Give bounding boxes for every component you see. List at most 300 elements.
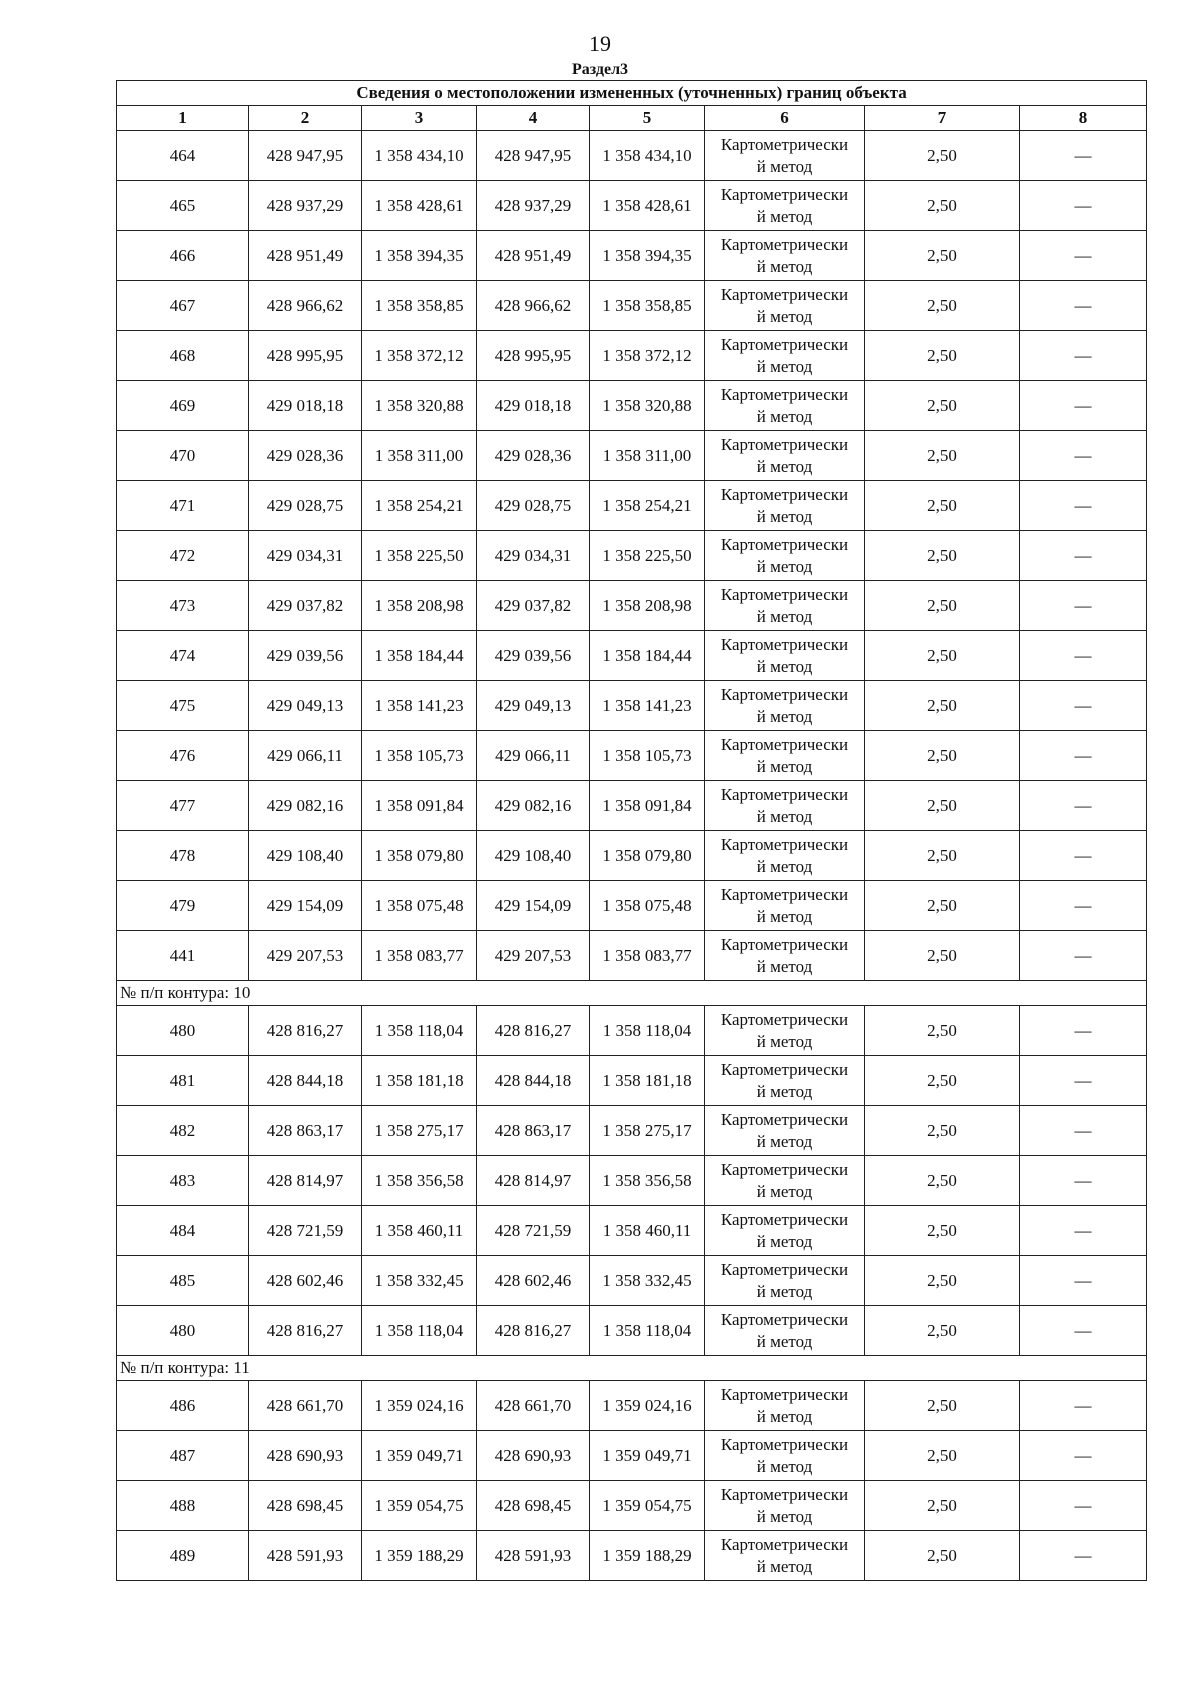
y-new-cell: 1 358 356,58	[590, 1156, 705, 1206]
y-existing-cell: 1 358 254,21	[362, 481, 477, 531]
table-row	[117, 1256, 1147, 1306]
point-number-cell: 480	[117, 1306, 249, 1356]
y-new-cell: 1 358 105,73	[590, 731, 705, 781]
x-existing-cell: 429 028,75	[249, 481, 362, 531]
method-text-line: й метод	[756, 506, 813, 526]
y-existing-cell: 1 358 184,44	[362, 631, 477, 681]
contour-label: № п/п контура: 10	[117, 981, 1147, 1006]
point-number-cell: 469	[117, 381, 249, 431]
note-cell: —	[1020, 1006, 1147, 1056]
table-row	[117, 1531, 1147, 1581]
method-text-line: Картометрически	[720, 634, 849, 654]
y-new-cell: 1 358 254,21	[590, 481, 705, 531]
note-cell: —	[1020, 1256, 1147, 1306]
method-text-line: й метод	[756, 306, 813, 326]
x-new-cell: 429 034,31	[477, 531, 590, 581]
method-cell	[705, 381, 865, 431]
method-text-line: Картометрически	[720, 1484, 849, 1504]
x-existing-cell: 428 951,49	[249, 231, 362, 281]
y-new-cell: 1 358 372,12	[590, 331, 705, 381]
accuracy-cell: 2,50	[865, 1056, 1020, 1106]
x-new-cell: 428 844,18	[477, 1056, 590, 1106]
method-cell	[705, 1206, 865, 1256]
column-header: 3	[362, 106, 477, 131]
note-cell: —	[1020, 1531, 1147, 1581]
y-existing-cell: 1 358 091,84	[362, 781, 477, 831]
x-existing-cell: 429 108,40	[249, 831, 362, 881]
method-cell	[705, 631, 865, 681]
table-row	[117, 1156, 1147, 1206]
y-new-cell: 1 358 181,18	[590, 1056, 705, 1106]
point-number-cell: 477	[117, 781, 249, 831]
y-existing-cell: 1 358 356,58	[362, 1156, 477, 1206]
table-row	[117, 881, 1147, 931]
x-new-cell: 429 082,16	[477, 781, 590, 831]
method-text-line: Картометрически	[720, 384, 849, 404]
method-text-line: й метод	[756, 556, 813, 576]
y-existing-cell: 1 358 358,85	[362, 281, 477, 331]
method-text-line: Картометрически	[720, 684, 849, 704]
y-existing-cell: 1 359 049,71	[362, 1431, 477, 1481]
table-row	[117, 481, 1147, 531]
method-text-line: й метод	[756, 156, 813, 176]
y-existing-cell: 1 358 332,45	[362, 1256, 477, 1306]
method-text-line: Картометрически	[720, 1384, 849, 1404]
method-text-line: Картометрически	[720, 1209, 849, 1229]
method-text-line: й метод	[756, 356, 813, 376]
accuracy-cell: 2,50	[865, 1306, 1020, 1356]
table-row	[117, 631, 1147, 681]
method-cell	[705, 1256, 865, 1306]
point-number-cell: 470	[117, 431, 249, 481]
page-number: 19	[589, 31, 611, 56]
column-header: 8	[1020, 106, 1147, 131]
note-cell: —	[1020, 1106, 1147, 1156]
point-number-cell: 486	[117, 1381, 249, 1431]
x-existing-cell: 428 591,93	[249, 1531, 362, 1581]
method-text-line: й метод	[756, 1081, 813, 1101]
method-text-line: й метод	[756, 906, 813, 926]
table-row	[117, 781, 1147, 831]
x-existing-cell: 429 037,82	[249, 581, 362, 631]
y-existing-cell: 1 358 075,48	[362, 881, 477, 931]
method-text-line: й метод	[756, 656, 813, 676]
accuracy-cell: 2,50	[865, 1481, 1020, 1531]
y-new-cell: 1 359 024,16	[590, 1381, 705, 1431]
x-new-cell: 428 602,46	[477, 1256, 590, 1306]
y-existing-cell: 1 358 079,80	[362, 831, 477, 881]
method-cell	[705, 531, 865, 581]
point-number-cell: 489	[117, 1531, 249, 1581]
method-cell	[705, 581, 865, 631]
note-cell: —	[1020, 181, 1147, 231]
note-cell: —	[1020, 381, 1147, 431]
y-new-cell: 1 358 184,44	[590, 631, 705, 681]
y-existing-cell: 1 358 118,04	[362, 1006, 477, 1056]
table-row	[117, 831, 1147, 881]
x-existing-cell: 428 816,27	[249, 1006, 362, 1056]
method-cell	[705, 781, 865, 831]
x-new-cell: 428 816,27	[477, 1006, 590, 1056]
y-new-cell: 1 358 320,88	[590, 381, 705, 431]
x-existing-cell: 429 039,56	[249, 631, 362, 681]
method-cell	[705, 1156, 865, 1206]
table-row	[117, 581, 1147, 631]
y-new-cell: 1 359 188,29	[590, 1531, 705, 1581]
point-number-cell: 487	[117, 1431, 249, 1481]
accuracy-cell: 2,50	[865, 581, 1020, 631]
y-existing-cell: 1 358 105,73	[362, 731, 477, 781]
x-existing-cell: 428 816,27	[249, 1306, 362, 1356]
x-existing-cell: 429 018,18	[249, 381, 362, 431]
x-existing-cell: 428 863,17	[249, 1106, 362, 1156]
point-number-cell: 471	[117, 481, 249, 531]
method-cell	[705, 1306, 865, 1356]
method-text-line: Картометрически	[720, 734, 849, 754]
table-row	[117, 231, 1147, 281]
table-caption: Сведения о местоположении измененных (уточненных) границ объекта	[117, 81, 1147, 106]
x-new-cell: 429 207,53	[477, 931, 590, 981]
accuracy-cell: 2,50	[865, 681, 1020, 731]
table-row	[117, 281, 1147, 331]
accuracy-cell: 2,50	[865, 631, 1020, 681]
method-text-line: Картометрически	[720, 834, 849, 854]
column-header: 1	[117, 106, 249, 131]
contour-row	[117, 1356, 1147, 1381]
accuracy-cell: 2,50	[865, 881, 1020, 931]
y-existing-cell: 1 358 320,88	[362, 381, 477, 431]
table-row	[117, 1006, 1147, 1056]
accuracy-cell: 2,50	[865, 1431, 1020, 1481]
method-text-line: й метод	[756, 606, 813, 626]
x-new-cell: 429 154,09	[477, 881, 590, 931]
method-cell	[705, 831, 865, 881]
note-cell: —	[1020, 1056, 1147, 1106]
x-new-cell: 428 698,45	[477, 1481, 590, 1531]
y-new-cell: 1 358 460,11	[590, 1206, 705, 1256]
y-new-cell: 1 358 225,50	[590, 531, 705, 581]
point-number-cell: 464	[117, 131, 249, 181]
method-text-line: Картометрически	[720, 1434, 849, 1454]
table-row	[117, 1381, 1147, 1431]
y-existing-cell: 1 358 275,17	[362, 1106, 477, 1156]
method-text-line: Картометрически	[720, 784, 849, 804]
note-cell: —	[1020, 931, 1147, 981]
y-new-cell: 1 358 358,85	[590, 281, 705, 331]
x-new-cell: 428 966,62	[477, 281, 590, 331]
coordinates-table	[116, 80, 1147, 1581]
method-text-line: й метод	[756, 806, 813, 826]
x-new-cell: 428 951,49	[477, 231, 590, 281]
table-row	[117, 1056, 1147, 1106]
method-text-line: й метод	[756, 1031, 813, 1051]
y-new-cell: 1 358 428,61	[590, 181, 705, 231]
method-cell	[705, 681, 865, 731]
accuracy-cell: 2,50	[865, 481, 1020, 531]
method-text-line: Картометрически	[720, 584, 849, 604]
accuracy-cell: 2,50	[865, 1156, 1020, 1206]
table-row	[117, 1481, 1147, 1531]
contour-row	[117, 981, 1147, 1006]
method-text-line: Картометрически	[720, 1534, 849, 1554]
x-existing-cell: 428 814,97	[249, 1156, 362, 1206]
y-existing-cell: 1 358 460,11	[362, 1206, 477, 1256]
x-new-cell: 428 591,93	[477, 1531, 590, 1581]
method-text-line: й метод	[756, 1281, 813, 1301]
note-cell: —	[1020, 681, 1147, 731]
method-cell	[705, 1431, 865, 1481]
accuracy-cell: 2,50	[865, 831, 1020, 881]
method-text-line: Картометрически	[720, 284, 849, 304]
y-new-cell: 1 358 118,04	[590, 1306, 705, 1356]
point-number-cell: 479	[117, 881, 249, 931]
x-new-cell: 429 037,82	[477, 581, 590, 631]
y-existing-cell: 1 358 434,10	[362, 131, 477, 181]
method-cell	[705, 1481, 865, 1531]
x-existing-cell: 428 947,95	[249, 131, 362, 181]
table-row	[117, 431, 1147, 481]
accuracy-cell: 2,50	[865, 1006, 1020, 1056]
x-new-cell: 428 661,70	[477, 1381, 590, 1431]
point-number-cell: 481	[117, 1056, 249, 1106]
method-cell	[705, 431, 865, 481]
column-header: 6	[705, 106, 865, 131]
method-text-line: й метод	[756, 1231, 813, 1251]
method-text-line: й метод	[756, 206, 813, 226]
point-number-cell: 485	[117, 1256, 249, 1306]
method-text-line: й метод	[756, 1456, 813, 1476]
method-cell	[705, 1106, 865, 1156]
x-new-cell: 428 995,95	[477, 331, 590, 381]
y-new-cell: 1 358 208,98	[590, 581, 705, 631]
x-new-cell: 429 039,56	[477, 631, 590, 681]
method-cell	[705, 1006, 865, 1056]
method-cell	[705, 281, 865, 331]
y-existing-cell: 1 358 181,18	[362, 1056, 477, 1106]
point-number-cell: 484	[117, 1206, 249, 1256]
method-text-line: Картометрически	[720, 1059, 849, 1079]
table-row	[117, 731, 1147, 781]
x-new-cell: 429 028,75	[477, 481, 590, 531]
method-cell	[705, 231, 865, 281]
method-text-line: й метод	[756, 1556, 813, 1576]
note-cell: —	[1020, 781, 1147, 831]
point-number-cell: 473	[117, 581, 249, 631]
point-number-cell: 480	[117, 1006, 249, 1056]
x-new-cell: 429 018,18	[477, 381, 590, 431]
x-existing-cell: 429 082,16	[249, 781, 362, 831]
note-cell: —	[1020, 881, 1147, 931]
point-number-cell: 467	[117, 281, 249, 331]
note-cell: —	[1020, 731, 1147, 781]
x-existing-cell: 429 154,09	[249, 881, 362, 931]
accuracy-cell: 2,50	[865, 931, 1020, 981]
section-title: Раздел3	[571, 61, 629, 78]
accuracy-cell: 2,50	[865, 331, 1020, 381]
x-new-cell: 429 028,36	[477, 431, 590, 481]
method-text-line: й метод	[756, 1331, 813, 1351]
accuracy-cell: 2,50	[865, 1206, 1020, 1256]
table-row	[117, 1206, 1147, 1256]
y-new-cell: 1 358 118,04	[590, 1006, 705, 1056]
y-existing-cell: 1 359 054,75	[362, 1481, 477, 1531]
accuracy-cell: 2,50	[865, 181, 1020, 231]
note-cell: —	[1020, 531, 1147, 581]
method-text-line: й метод	[756, 956, 813, 976]
x-new-cell: 428 721,59	[477, 1206, 590, 1256]
y-existing-cell: 1 358 225,50	[362, 531, 477, 581]
accuracy-cell: 2,50	[865, 281, 1020, 331]
note-cell: —	[1020, 1481, 1147, 1531]
x-new-cell: 429 049,13	[477, 681, 590, 731]
table-row	[117, 381, 1147, 431]
y-new-cell: 1 358 394,35	[590, 231, 705, 281]
accuracy-cell: 2,50	[865, 131, 1020, 181]
note-cell: —	[1020, 281, 1147, 331]
y-new-cell: 1 358 434,10	[590, 131, 705, 181]
method-text-line: й метод	[756, 1181, 813, 1201]
x-new-cell: 429 066,11	[477, 731, 590, 781]
method-text-line: Картометрически	[720, 1009, 849, 1029]
method-cell	[705, 731, 865, 781]
y-new-cell: 1 358 141,23	[590, 681, 705, 731]
x-existing-cell: 428 966,62	[249, 281, 362, 331]
y-new-cell: 1 358 275,17	[590, 1106, 705, 1156]
method-text-line: й метод	[756, 456, 813, 476]
point-number-cell: 478	[117, 831, 249, 881]
y-new-cell: 1 358 311,00	[590, 431, 705, 481]
table-row	[117, 681, 1147, 731]
x-new-cell: 428 947,95	[477, 131, 590, 181]
accuracy-cell: 2,50	[865, 1381, 1020, 1431]
y-existing-cell: 1 358 083,77	[362, 931, 477, 981]
point-number-cell: 476	[117, 731, 249, 781]
method-text-line: Картометрически	[720, 334, 849, 354]
accuracy-cell: 2,50	[865, 381, 1020, 431]
y-new-cell: 1 358 083,77	[590, 931, 705, 981]
accuracy-cell: 2,50	[865, 1531, 1020, 1581]
table-row	[117, 181, 1147, 231]
method-cell	[705, 1531, 865, 1581]
table-row	[117, 931, 1147, 981]
method-cell	[705, 181, 865, 231]
table-row	[117, 331, 1147, 381]
note-cell: —	[1020, 481, 1147, 531]
y-new-cell: 1 359 054,75	[590, 1481, 705, 1531]
table-body	[117, 131, 1147, 1581]
point-number-cell: 468	[117, 331, 249, 381]
note-cell: —	[1020, 231, 1147, 281]
column-header: 5	[590, 106, 705, 131]
method-text-line: й метод	[756, 1506, 813, 1526]
y-new-cell: 1 358 075,48	[590, 881, 705, 931]
x-existing-cell: 429 066,11	[249, 731, 362, 781]
note-cell: —	[1020, 131, 1147, 181]
method-text-line: Картометрически	[720, 884, 849, 904]
table-row	[117, 531, 1147, 581]
accuracy-cell: 2,50	[865, 731, 1020, 781]
y-existing-cell: 1 358 141,23	[362, 681, 477, 731]
x-new-cell: 428 690,93	[477, 1431, 590, 1481]
x-new-cell: 429 108,40	[477, 831, 590, 881]
x-existing-cell: 428 661,70	[249, 1381, 362, 1431]
method-text-line: й метод	[756, 856, 813, 876]
x-existing-cell: 429 028,36	[249, 431, 362, 481]
y-existing-cell: 1 358 311,00	[362, 431, 477, 481]
note-cell: —	[1020, 1381, 1147, 1431]
y-existing-cell: 1 359 188,29	[362, 1531, 477, 1581]
note-cell: —	[1020, 581, 1147, 631]
column-header: 7	[865, 106, 1020, 131]
column-header: 2	[249, 106, 362, 131]
method-text-line: Картометрически	[720, 1309, 849, 1329]
contour-label: № п/п контура: 11	[117, 1356, 1147, 1381]
y-new-cell: 1 359 049,71	[590, 1431, 705, 1481]
x-existing-cell: 428 690,93	[249, 1431, 362, 1481]
point-number-cell: 474	[117, 631, 249, 681]
point-number-cell: 472	[117, 531, 249, 581]
y-new-cell: 1 358 079,80	[590, 831, 705, 881]
method-text-line: Картометрически	[720, 1159, 849, 1179]
x-new-cell: 428 863,17	[477, 1106, 590, 1156]
accuracy-cell: 2,50	[865, 1256, 1020, 1306]
x-existing-cell: 428 602,46	[249, 1256, 362, 1306]
x-existing-cell: 428 937,29	[249, 181, 362, 231]
method-text-line: й метод	[756, 406, 813, 426]
method-text-line: Картометрически	[720, 484, 849, 504]
note-cell: —	[1020, 1156, 1147, 1206]
method-text-line: й метод	[756, 1131, 813, 1151]
method-text-line: Картометрически	[720, 1109, 849, 1129]
method-cell	[705, 331, 865, 381]
method-text-line: й метод	[756, 256, 813, 276]
table-caption-row	[117, 81, 1147, 106]
point-number-cell: 482	[117, 1106, 249, 1156]
table-row	[117, 131, 1147, 181]
method-text-line: й метод	[756, 1406, 813, 1426]
x-new-cell: 428 816,27	[477, 1306, 590, 1356]
x-new-cell: 428 814,97	[477, 1156, 590, 1206]
point-number-cell: 465	[117, 181, 249, 231]
x-existing-cell: 428 698,45	[249, 1481, 362, 1531]
column-header: 4	[477, 106, 590, 131]
y-existing-cell: 1 358 428,61	[362, 181, 477, 231]
method-text-line: Картометрически	[720, 534, 849, 554]
y-new-cell: 1 358 091,84	[590, 781, 705, 831]
method-text-line: Картометрически	[720, 184, 849, 204]
y-existing-cell: 1 358 118,04	[362, 1306, 477, 1356]
table-header-row	[117, 106, 1147, 131]
y-existing-cell: 1 358 372,12	[362, 331, 477, 381]
method-cell	[705, 931, 865, 981]
point-number-cell: 488	[117, 1481, 249, 1531]
method-text-line: Картометрически	[720, 434, 849, 454]
accuracy-cell: 2,50	[865, 431, 1020, 481]
method-text-line: Картометрически	[720, 234, 849, 254]
point-number-cell: 483	[117, 1156, 249, 1206]
point-number-cell: 475	[117, 681, 249, 731]
method-cell	[705, 1056, 865, 1106]
note-cell: —	[1020, 1431, 1147, 1481]
note-cell: —	[1020, 831, 1147, 881]
x-existing-cell: 429 207,53	[249, 931, 362, 981]
x-existing-cell: 429 034,31	[249, 531, 362, 581]
y-existing-cell: 1 358 394,35	[362, 231, 477, 281]
y-existing-cell: 1 358 208,98	[362, 581, 477, 631]
note-cell: —	[1020, 331, 1147, 381]
accuracy-cell: 2,50	[865, 231, 1020, 281]
method-cell	[705, 881, 865, 931]
